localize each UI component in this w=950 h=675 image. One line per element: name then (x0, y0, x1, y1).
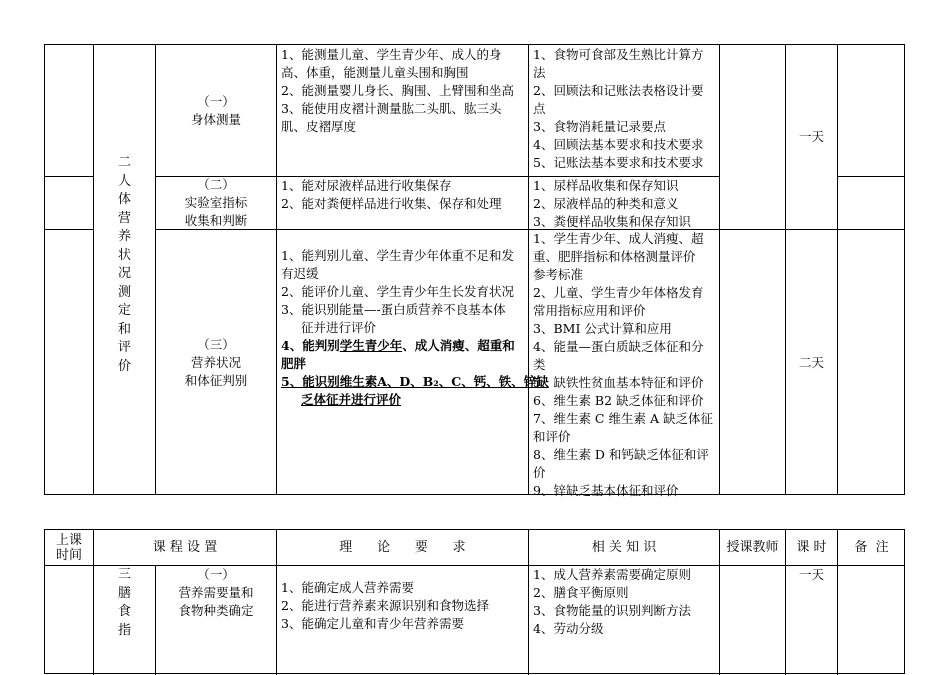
header-teacher: 授课教师 (726, 539, 779, 555)
section-title-nutrition-assessment: 二 人 体 营 养 状 况 测 定 和 评 价 (117, 155, 131, 374)
row1-requirements: 1、能测量儿童、学生青少年、成人的身 高、体重，能测量儿童头围和胸围 2、能测量婴儿身长、胸围、上臂围和坐高 3、能使用皮褶计测量肱二头肌、肱三头 肌、皮褶厚度 (281, 47, 514, 134)
row3-hours: 二天 (798, 354, 824, 370)
bottom-course-name: （一） 营养需要量和 食物种类确定 (178, 567, 254, 618)
row2-requirements: 1、能对尿液样品进行收集保存 2、能对粪便样品进行收集、保存和处理 (281, 178, 502, 211)
header-theory-requirements: 理 论 要 求 (339, 539, 466, 555)
header-related-knowledge: 相 关 知 识 (591, 539, 657, 555)
row3-requirements: 1、能判别儿童、学生青少年体重不足和发 有迟缓 2、能评价儿童、学生青少年生长发育状况 3、能识别能量—-蛋白质营养不良基本体 征并进行评价 4、能判别学生青少年、成人消瘦、超重和 肥胖 5、能识别维生素A、D、B₂、C、钙、铁、锌缺 乏体征并进行评价 (281, 248, 549, 407)
row2-knowledge: 1、尿样品收集和保存知识 2、尿液样品的种类和意义 3、粪便样品收集和保存知识 (533, 178, 691, 229)
bottom-requirements: 1、能确定成人营养需要 2、能进行营养素来源识别和食物选择 3、能确定儿童和青少年营养需要 (281, 580, 489, 631)
header-course-setting: 课 程 设 置 (152, 539, 218, 555)
row1-hours: 一天 (798, 129, 824, 144)
row1-course-name: （一） 身体测量 (190, 93, 241, 127)
section-title-diet-guidance: 三 膳 食 指 (117, 567, 131, 638)
row1-knowledge: 1、食物可食部及生熟比计算方 法 2、回顾法和记账法表格设计要 点 3、食物消耗量记录要点 4、回顾法基本要求和技术要求 5、记账法基本要求和技术要求 (533, 47, 704, 170)
bottom-hours: 一天 (798, 567, 824, 582)
header-class-time: 上课 时间 (55, 532, 82, 563)
header-hours: 课 时 (796, 539, 827, 555)
row3-knowledge: 1、学生青少年、成人消瘦、超 重、肥胖指标和体格测量评价 参考标准 2、儿童、学生青少年体格发育 常用指标应用和评价 3、BMI 公式计算和应用 4、能量—蛋白质缺乏体征和分 类 5、缺铁性贫血基本特征和评价 6、维生素 B2 缺乏体征和评价 7、维生素 C 维生素 A 缺乏体征 和评价 8、维生素 D 和钙缺乏体征和评 价 9、锌缺乏基本体征和评价 (533, 231, 713, 498)
bottom-knowledge: 1、成人营养素需要确定原则 2、膳食平衡原则 3、食物能量的识别判断方法 4、劳动分级 (533, 567, 691, 636)
requirement-5: 5、能识别维生素A、D、B₂、C、钙、铁、锌缺 (281, 374, 549, 389)
row2-course-name: （二） 实验室指标 收集和判断 (184, 177, 248, 228)
requirement-4: 4、能判别学生青少年、成人消瘦、超重和 (281, 338, 515, 353)
row3-course-name: （三） 营养状况 和体征判别 (184, 336, 248, 388)
header-notes: 备 注 (854, 539, 889, 555)
